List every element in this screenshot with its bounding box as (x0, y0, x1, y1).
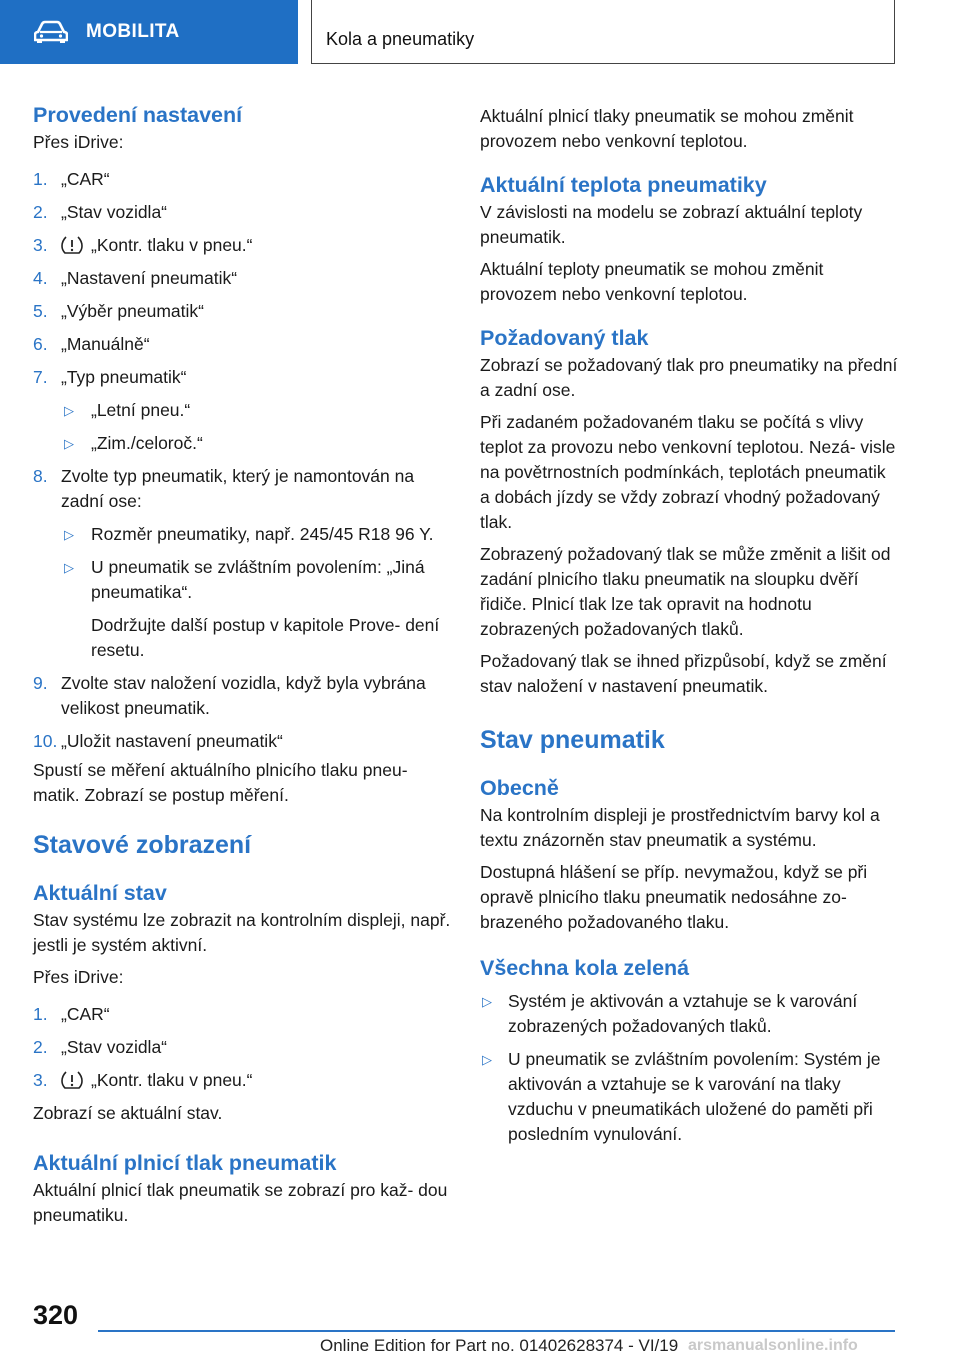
sub-list (61, 398, 451, 456)
heading-aktualni-teplota: Aktuální teplota pneumatiky (480, 173, 767, 197)
list-item: ▷ Systém je aktivován a vztahuje se k varování zobrazených požadovaných tlaků. (482, 991, 858, 1036)
steps-list (33, 1002, 451, 1093)
heading-stav-pneumatik: Stav pneumatik (480, 726, 665, 754)
heading-stavove-zobrazeni: Stavové zobrazení (33, 831, 252, 859)
list-item: 1. „CAR“ (33, 169, 110, 189)
list-item: 5. „Výběr pneumatik“ (33, 301, 204, 321)
paragraph: Požadovaný tlak se ihned přizpůsobí, když se změní stav naložení v nastavení pneumatik. (480, 651, 887, 696)
edition-text: Online Edition for Part no. 01402628374 - VI/19 (320, 1336, 679, 1355)
heading-aktualni-stav: Aktuální stav (33, 881, 167, 905)
paragraph: V závislosti na modelu se zobrazí aktuální teploty pneumatik. (480, 202, 863, 247)
list-item: ▷ U pneumatik se zvláštním povolením: Systém je aktivován a vztahuje se k varování na tlaky vzduchu v pneumatikách uložené do paměti při posledním vynulování. (482, 1049, 881, 1144)
paragraph: Stav systému lze zobrazit na kontrolním displeji, např. jestli je systém aktivní. (33, 910, 451, 955)
right-column (480, 104, 900, 1155)
list-item: 1. „CAR“ (33, 1004, 110, 1024)
triangle-right-icon: ▷ (482, 1052, 492, 1067)
section-title: MOBILITA (86, 21, 180, 42)
section-header (0, 0, 298, 64)
list-item: 3. „Kontr. tlaku v pneu.“ (33, 235, 253, 255)
footer-rule (98, 1330, 895, 1332)
list-item: ▷ U pneumatik se zvláštním povolením: „Jiná pneumatika“. Dodržujte další postup v kapitole Prove- dení resetu. (64, 557, 440, 660)
heading-provedeni-nastaveni: Provedení nastavení (33, 103, 243, 127)
paragraph: Spustí se měření aktuálního plnicího tlaku pneu- matik. Zobrazí se postup měření. (33, 760, 408, 805)
paragraph: Při zadaném požadovaném tlaku se počítá s vlivy teplot za provozu nebo venkovní teplotou. Nezá- visle na povětrnostních podmínkách, teplotách pneumatik a dobách jízdy se vždy zobrazí vhodný požadovaný tlak. (480, 412, 896, 532)
steps-list (33, 167, 451, 754)
chapter-title: Kola a pneumatiky (326, 29, 475, 49)
triangle-right-icon: ▷ (64, 560, 74, 575)
paragraph: Přes iDrive: (33, 967, 124, 987)
sub-list (61, 522, 451, 663)
tire-pressure-warning-icon (61, 1071, 83, 1089)
heading-pozadovany-tlak: Požadovaný tlak (480, 326, 649, 350)
paragraph: Přes iDrive: (33, 132, 124, 152)
paragraph: Aktuální plnicí tlaky pneumatik se mohou změnit provozem nebo venkovní teplotou. (480, 106, 854, 151)
heading-vsechna-kola-zelena: Všechna kola zelená (480, 956, 690, 980)
car-icon (34, 20, 68, 44)
list-item: 2. „Stav vozidla“ (33, 202, 168, 222)
bullet-list (480, 989, 900, 1147)
paragraph: Aktuální plnicí tlak pneumatik se zobrazí pro kaž- dou pneumatiku. (33, 1180, 448, 1225)
list-item: 2. „Stav vozidla“ (33, 1037, 168, 1057)
paragraph: Zobrazí se aktuální stav. (33, 1103, 223, 1123)
list-item: 10. „Uložit nastavení pneumatik“ (33, 731, 283, 751)
triangle-right-icon: ▷ (482, 994, 492, 1009)
list-item: 3. „Kontr. tlaku v pneu.“ (33, 1070, 253, 1090)
heading-obecne: Obecně (480, 776, 559, 800)
paragraph: Aktuální teploty pneumatik se mohou změnit provozem nebo venkovní teplotou. (480, 259, 824, 304)
paragraph: Na kontrolním displeji je prostřednictvím barvy kol a textu znázorněn stav pneumatik a systému. (480, 805, 880, 850)
heading-aktualni-plnici-tlak: Aktuální plnicí tlak pneumatik (33, 1151, 337, 1175)
page-number: 320 (33, 1300, 79, 1330)
left-column (33, 100, 451, 1235)
list-item: 4. „Nastavení pneumatik“ (33, 268, 238, 288)
list-item: 6. „Manuálně“ (33, 334, 150, 354)
list-item: ▷ „Zim./celoroč.“ (61, 431, 451, 456)
list-item: 9. Zvolte stav naložení vozidla, když byla vybrána velikost pneumatik. (33, 673, 426, 718)
chapter-header (311, 0, 895, 64)
list-item: ▷ „Letní pneu.“ (61, 398, 451, 423)
list-item: 8. Zvolte typ pneumatik, který je namontován na zadní ose: ▷ Rozměr pneumatiky, např. 245/45 R18 96 Y. ▷ U pneumatik se zvláštním povolením: „Jiná pneumatika“. Dodržujte další postup v kapitole Prove- dení resetu. (33, 464, 451, 663)
tire-pressure-warning-icon (61, 236, 83, 254)
triangle-right-icon: ▷ (64, 436, 74, 451)
triangle-right-icon: ▷ (64, 527, 74, 542)
paragraph: Dostupná hlášení se příp. nevymažou, když se při opravě plnicího tlaku pneumatik nedosáhne zo- brazeného požadovaného tlaku. (480, 862, 868, 932)
paragraph: Zobrazí se požadovaný tlak pro pneumatiky na přední a zadní ose. (480, 355, 898, 400)
list-item: 7. „Typ pneumatik“ ▷ „Letní pneu.“ ▷ „Zim./celoroč.“ (33, 365, 451, 456)
watermark: arsmanualsonline.info (688, 1337, 858, 1354)
triangle-right-icon: ▷ (64, 403, 74, 418)
list-item: ▷ Rozměr pneumatiky, např. 245/45 R18 96 Y. (61, 522, 451, 547)
paragraph: Zobrazený požadovaný tlak se může změnit a lišit od zadání plnicího tlaku pneumatik na sloupku dvěří řidiče. Plnicí tlak lze tak opravit na hodnotu zobrazených požadovaných tlaků. (480, 544, 891, 639)
